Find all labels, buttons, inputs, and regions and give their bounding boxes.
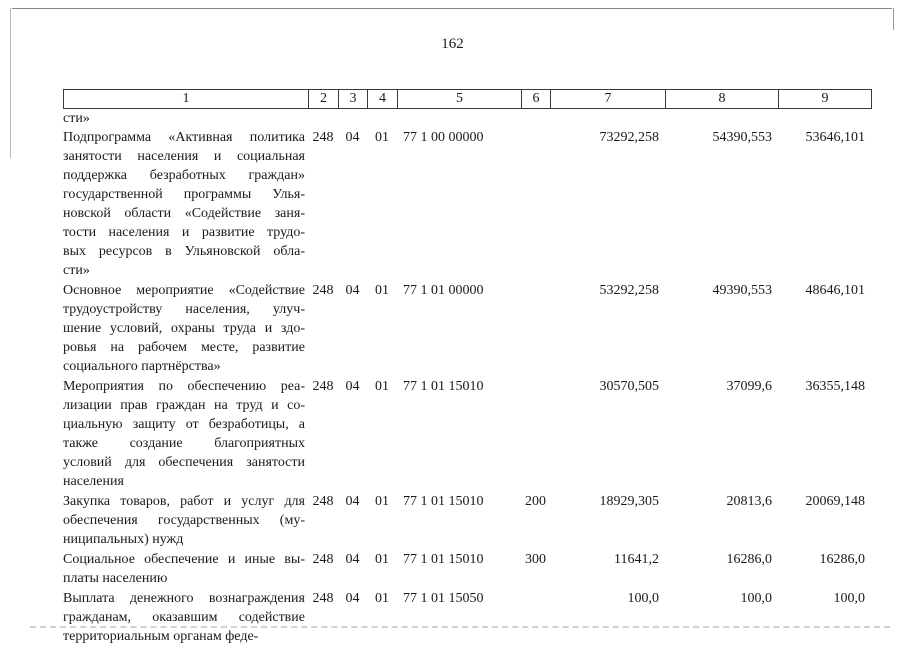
amount-col-7: 100,0 xyxy=(627,591,659,606)
row-name-line: тости населения и развитие трудо- xyxy=(63,225,305,240)
row-name-line: обеспечения государственных (му- xyxy=(63,513,305,528)
subsection-code: 01 xyxy=(375,130,389,145)
row-name-line: шение условий, охраны труда и здо- xyxy=(63,321,305,336)
scan-right-border xyxy=(893,8,894,30)
table-row xyxy=(63,377,871,492)
row-name-line: занятости населения и социальная xyxy=(63,149,305,164)
section-code: 04 xyxy=(345,494,360,509)
header-cell-6: 6 xyxy=(522,90,551,109)
expense-type-code xyxy=(521,281,550,377)
scan-top-border xyxy=(12,8,892,9)
row-name-line: социального партнёрства» xyxy=(63,359,221,374)
amount-col-8: 100,0 xyxy=(740,591,772,606)
row-name-line: поддержка безработных граждан» xyxy=(63,168,305,183)
header-cell-7: 7 xyxy=(551,90,666,109)
table-row xyxy=(63,281,871,377)
subsection-code: 01 xyxy=(375,552,389,567)
table-row xyxy=(63,492,871,550)
amount-col-9: 100,0 xyxy=(833,591,865,606)
amount-col-9: 36355,148 xyxy=(805,379,865,394)
amount-col-7: 53292,258 xyxy=(599,283,659,298)
row-name-line: ровья на рабочем месте, развитие xyxy=(63,340,305,355)
row-name-line: Закупка товаров, работ и услуг для xyxy=(63,494,305,509)
budget-table xyxy=(63,109,871,647)
subsection-code: 01 xyxy=(375,494,389,509)
section-code: 04 xyxy=(345,379,360,394)
ministry-code: 248 xyxy=(312,552,334,567)
amount-col-8: 49390,553 xyxy=(712,283,772,298)
expense-type-code xyxy=(521,589,550,647)
expense-type-code: 200 xyxy=(525,494,546,509)
ministry-code: 248 xyxy=(312,494,334,509)
row-name xyxy=(63,492,308,550)
row-name-line: населения xyxy=(63,474,124,489)
row-name-line: лизации прав граждан на труд и со- xyxy=(63,398,305,413)
section-code: 04 xyxy=(345,130,360,145)
table-row xyxy=(63,589,871,647)
row-name-line: новской области «Содействие заня- xyxy=(63,206,305,221)
header-cell-2: 2 xyxy=(309,90,339,109)
scan-left-border xyxy=(10,8,11,158)
row-name-line: территориальным органам феде- xyxy=(63,629,259,644)
row-name-line: гражданам, оказавшим содействие xyxy=(63,610,305,625)
table-row xyxy=(63,550,871,589)
ministry-code: 248 xyxy=(312,283,334,298)
target-article-code: 77 1 01 15010 xyxy=(403,552,484,567)
row-name xyxy=(63,377,308,492)
row-name-line: сти» xyxy=(63,263,90,278)
table-row xyxy=(63,128,871,281)
header-cell-1: 1 xyxy=(64,90,309,109)
budget-table-body xyxy=(63,109,871,647)
row-name-line: Мероприятия по обеспечению реа- xyxy=(63,379,305,394)
target-article-code: 77 1 00 00000 xyxy=(403,130,484,145)
subsection-code: 01 xyxy=(375,591,389,606)
amount-col-7: 30570,505 xyxy=(599,379,659,394)
target-article-code: 77 1 01 15050 xyxy=(403,591,484,606)
subsection-code: 01 xyxy=(375,283,389,298)
amount-col-8: 16286,0 xyxy=(726,552,772,567)
target-article-code: 77 1 01 15010 xyxy=(403,379,484,394)
row-name-line: государственной программы Улья- xyxy=(63,187,305,202)
row-name xyxy=(63,589,308,647)
continuation-row xyxy=(63,109,871,128)
row-name xyxy=(63,281,308,377)
row-name xyxy=(63,128,308,281)
amount-col-9: 20069,148 xyxy=(805,494,865,509)
ministry-code: 248 xyxy=(312,379,334,394)
section-code: 04 xyxy=(345,591,360,606)
row-name-line: Выплата денежного вознаграждения xyxy=(63,591,305,606)
ministry-code: 248 xyxy=(312,130,334,145)
header-cell-5: 5 xyxy=(398,90,522,109)
section-code: 04 xyxy=(345,552,360,567)
amount-col-9: 53646,101 xyxy=(805,130,865,145)
row-name-line: циальную защиту от безработицы, а xyxy=(63,417,305,432)
section-code: 04 xyxy=(345,283,360,298)
expense-type-code: 300 xyxy=(525,552,546,567)
header-cell-9: 9 xyxy=(779,90,872,109)
amount-col-9: 48646,101 xyxy=(805,283,865,298)
amount-col-7: 18929,305 xyxy=(599,494,659,509)
row-name-line: условий для обеспечения занятости xyxy=(63,455,305,470)
expense-type-code xyxy=(521,128,550,281)
amount-col-9: 16286,0 xyxy=(819,552,865,567)
continuation-text: сти» xyxy=(63,111,90,126)
header-row xyxy=(64,90,872,109)
header-cell-4: 4 xyxy=(368,90,398,109)
target-article-code: 77 1 01 15010 xyxy=(403,494,484,509)
ministry-code: 248 xyxy=(312,591,334,606)
row-name-line: Социальное обеспечение и иные вы- xyxy=(63,552,305,567)
amount-col-8: 37099,6 xyxy=(726,379,772,394)
row-name-line: вых ресурсов в Ульяновской обла- xyxy=(63,244,305,259)
row-name-line: платы населению xyxy=(63,571,168,586)
amount-col-7: 73292,258 xyxy=(599,130,659,145)
column-number-header xyxy=(63,89,872,109)
header-cell-3: 3 xyxy=(339,90,368,109)
expense-type-code xyxy=(521,377,550,492)
row-name-line: Подпрограмма «Активная политика xyxy=(63,130,305,145)
row-name-line: также создание благоприятных xyxy=(63,436,305,451)
row-name-line: трудоустройству населения, улуч- xyxy=(63,302,305,317)
target-article-code: 77 1 01 00000 xyxy=(403,283,484,298)
row-name-line: Основное мероприятие «Содействие xyxy=(63,283,305,298)
amount-col-8: 20813,6 xyxy=(726,494,772,509)
subsection-code: 01 xyxy=(375,379,389,394)
header-cell-8: 8 xyxy=(666,90,779,109)
amount-col-8: 54390,553 xyxy=(712,130,772,145)
page-number: 162 xyxy=(441,36,464,52)
amount-col-7: 11641,2 xyxy=(614,552,659,567)
row-name-line: ниципальных) нужд xyxy=(63,532,184,547)
row-name xyxy=(63,550,308,589)
